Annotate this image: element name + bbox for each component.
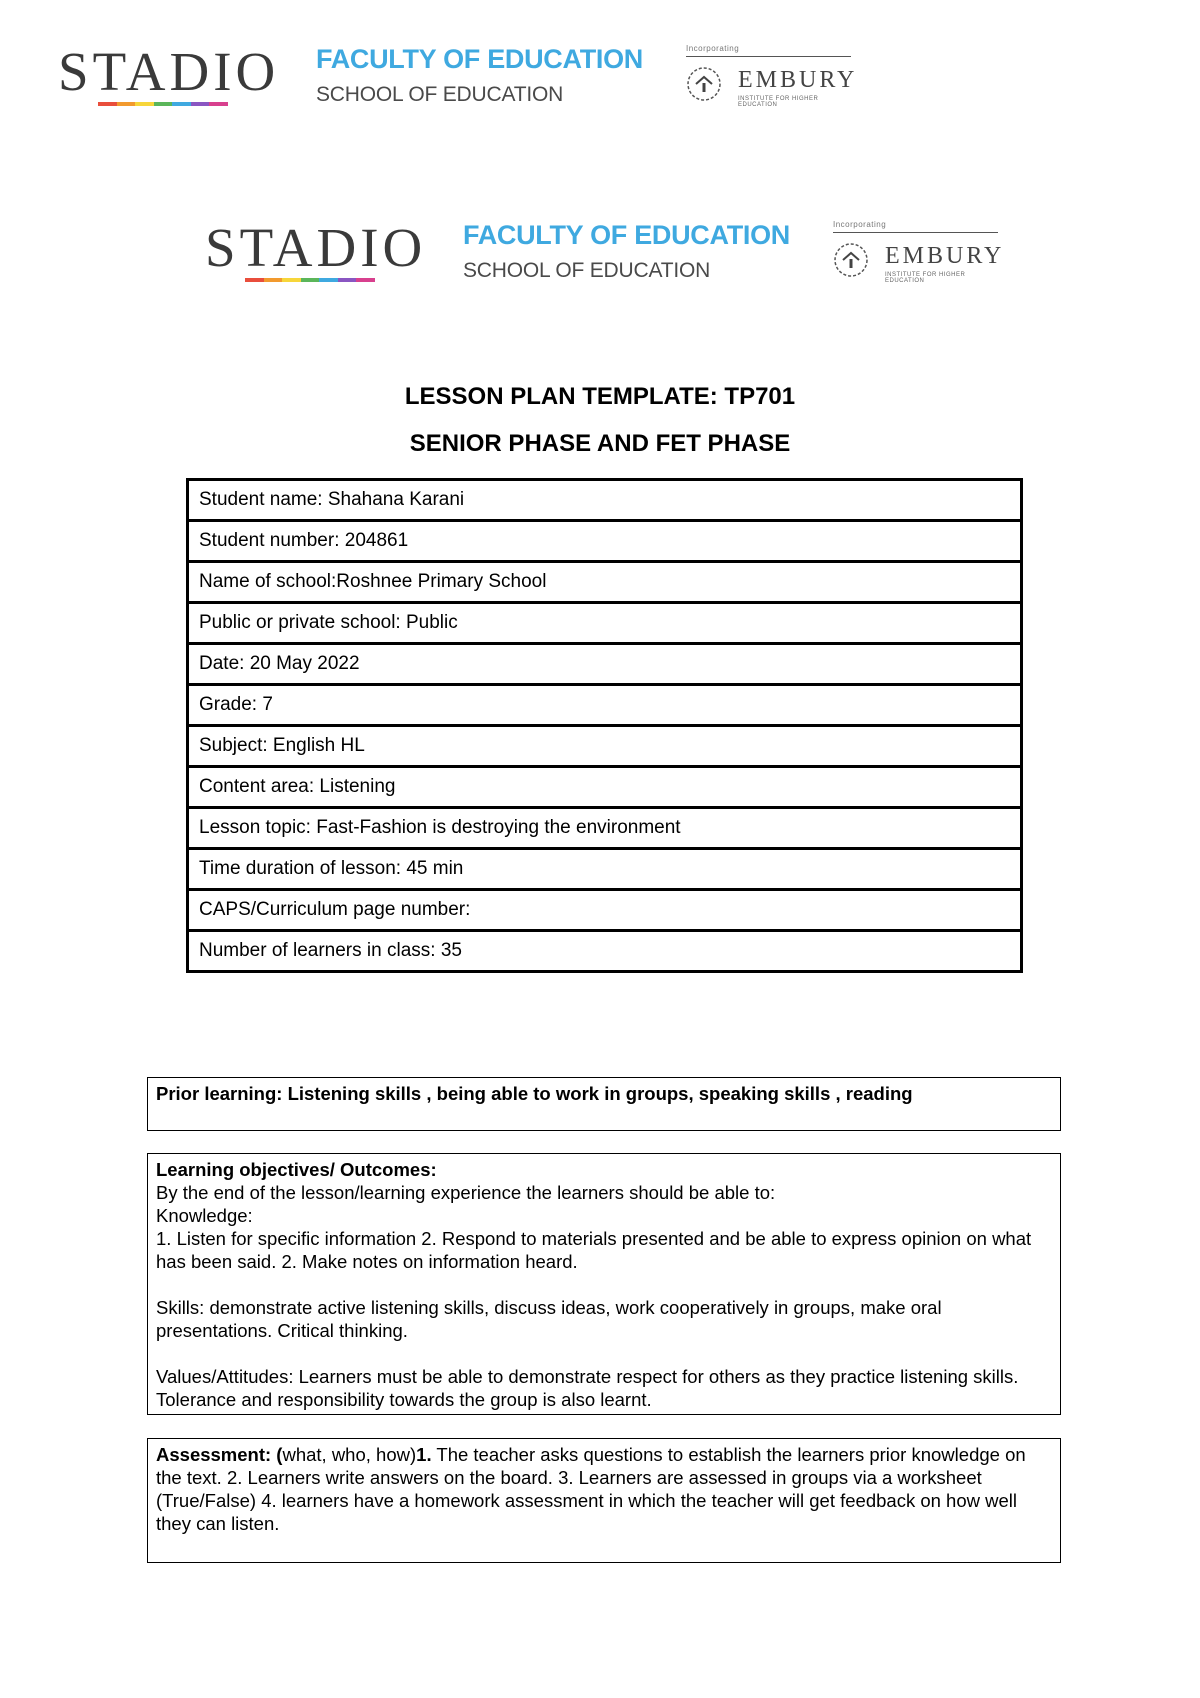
prior-learning-text: Prior learning: Listening skills , being able to work in groups, speaking skills , reading (156, 1083, 913, 1104)
embury-name: EMBURY (885, 243, 1005, 269)
info-duration: Time duration of lesson: 45 min (188, 849, 1022, 890)
color-segment (117, 102, 136, 106)
spacer (156, 1342, 1052, 1365)
info-lesson-topic: Lesson topic: Fast-Fashion is destroying the environment (188, 808, 1022, 849)
faculty-block (463, 222, 790, 281)
table-row (188, 644, 1022, 685)
learning-objectives-box (147, 1153, 1061, 1415)
stadio-logo (58, 42, 288, 112)
faculty-block (316, 46, 643, 105)
table-row (188, 931, 1022, 972)
embury-subtitle: INSTITUTE FOR HIGHER EDUCATION (738, 96, 819, 108)
values-text: Values/Attitudes: Learners must be able to demonstrate respect for others as they practice listening skills. Tolerance and responsibility towards the group is also learnt. (156, 1366, 1019, 1410)
faculty-title: FACULTY OF EDUCATION (316, 44, 643, 74)
info-date: Date: 20 May 2022 (188, 644, 1022, 685)
color-segment (135, 102, 154, 106)
color-segment (98, 102, 117, 106)
assessment-box (147, 1438, 1061, 1563)
table-row (188, 685, 1022, 726)
color-segment (264, 278, 283, 282)
objectives-intro: By the end of the lesson/learning experience the learners should be able to: (156, 1182, 776, 1203)
school-title: SCHOOL OF EDUCATION (316, 83, 564, 106)
info-school-name: Name of school:Roshnee Primary School (188, 562, 1022, 603)
color-segment (154, 102, 173, 106)
header-logos-repeat (205, 218, 1025, 298)
embury-name: EMBURY (738, 67, 858, 93)
color-segment (209, 102, 228, 106)
embury-emblem-icon (833, 242, 869, 278)
faculty-title: FACULTY OF EDUCATION (463, 220, 790, 250)
assessment-text (156, 1443, 1052, 1535)
objectives-heading: Learning objectives/ Outcomes: (156, 1159, 437, 1180)
embury-emblem-icon (686, 66, 722, 102)
color-segment (338, 278, 357, 282)
table-row (188, 562, 1022, 603)
skills-text: Skills: demonstrate active listening skills, discuss ideas, work cooperatively in groups, make oral presentations. Critical thinking. (156, 1297, 942, 1341)
embury-tagline: Incorporating (686, 44, 740, 53)
school-title: SCHOOL OF EDUCATION (463, 259, 711, 282)
knowledge-label: Knowledge: (156, 1205, 253, 1226)
color-segment (282, 278, 301, 282)
stadio-logo-text: STADIO (205, 217, 427, 278)
assessment-label-paren: what, who, how) (282, 1444, 417, 1465)
stadio-logo-text: STADIO (58, 41, 280, 102)
color-segment (319, 278, 338, 282)
stadio-color-bar (98, 102, 228, 106)
student-info-table (186, 478, 1023, 973)
embury-subtitle: INSTITUTE FOR HIGHER EDUCATION (885, 272, 966, 284)
info-learner-count: Number of learners in class: 35 (188, 931, 1022, 972)
assessment-body: The teacher asks questions to establish the learners prior knowledge on the text. 2. Learners write answers on the board. 3. Learners are assessed in groups via a worksheet (True/False) 4. learners have a homework assessment in which the teacher will get feedback on how well they can listen. (156, 1444, 1026, 1534)
info-subject: Subject: English HL (188, 726, 1022, 767)
embury-logo-block (833, 218, 1003, 288)
prior-learning-box (147, 1077, 1061, 1131)
page-title: LESSON PLAN TEMPLATE: TP701 (404, 383, 796, 410)
table-row (188, 480, 1022, 521)
divider (833, 232, 998, 233)
page-subtitle: SENIOR PHASE AND FET PHASE (409, 430, 791, 457)
table-row (188, 603, 1022, 644)
embury-tagline: Incorporating (833, 220, 887, 229)
table-row (188, 521, 1022, 562)
color-segment (191, 102, 210, 106)
info-student-number: Student number: 204861 (188, 521, 1022, 562)
info-grade: Grade: 7 (188, 685, 1022, 726)
color-segment (356, 278, 375, 282)
table-row (188, 890, 1022, 931)
assessment-label: Assessment: ( (156, 1444, 283, 1465)
info-school-type: Public or private school: Public (188, 603, 1022, 644)
info-student-name: Student name: Shahana Karani (188, 480, 1022, 521)
embury-logo-block (686, 42, 856, 112)
header-logos (58, 42, 878, 122)
info-content-area: Content area: Listening (188, 767, 1022, 808)
table-row (188, 808, 1022, 849)
knowledge-text: 1. Listen for specific information 2. Respond to materials presented and be able to express opinion on what has been said. 2. Make notes on information heard. (156, 1228, 1032, 1272)
color-segment (301, 278, 320, 282)
table-row (188, 726, 1022, 767)
table-row (188, 849, 1022, 890)
table-row (188, 767, 1022, 808)
divider (686, 56, 851, 57)
stadio-color-bar (245, 278, 375, 282)
color-segment (245, 278, 264, 282)
info-caps-page: CAPS/Curriculum page number: (188, 890, 1022, 931)
spacer (156, 1273, 1052, 1296)
color-segment (172, 102, 191, 106)
assessment-number: 1. (416, 1444, 432, 1465)
stadio-logo (205, 218, 435, 288)
